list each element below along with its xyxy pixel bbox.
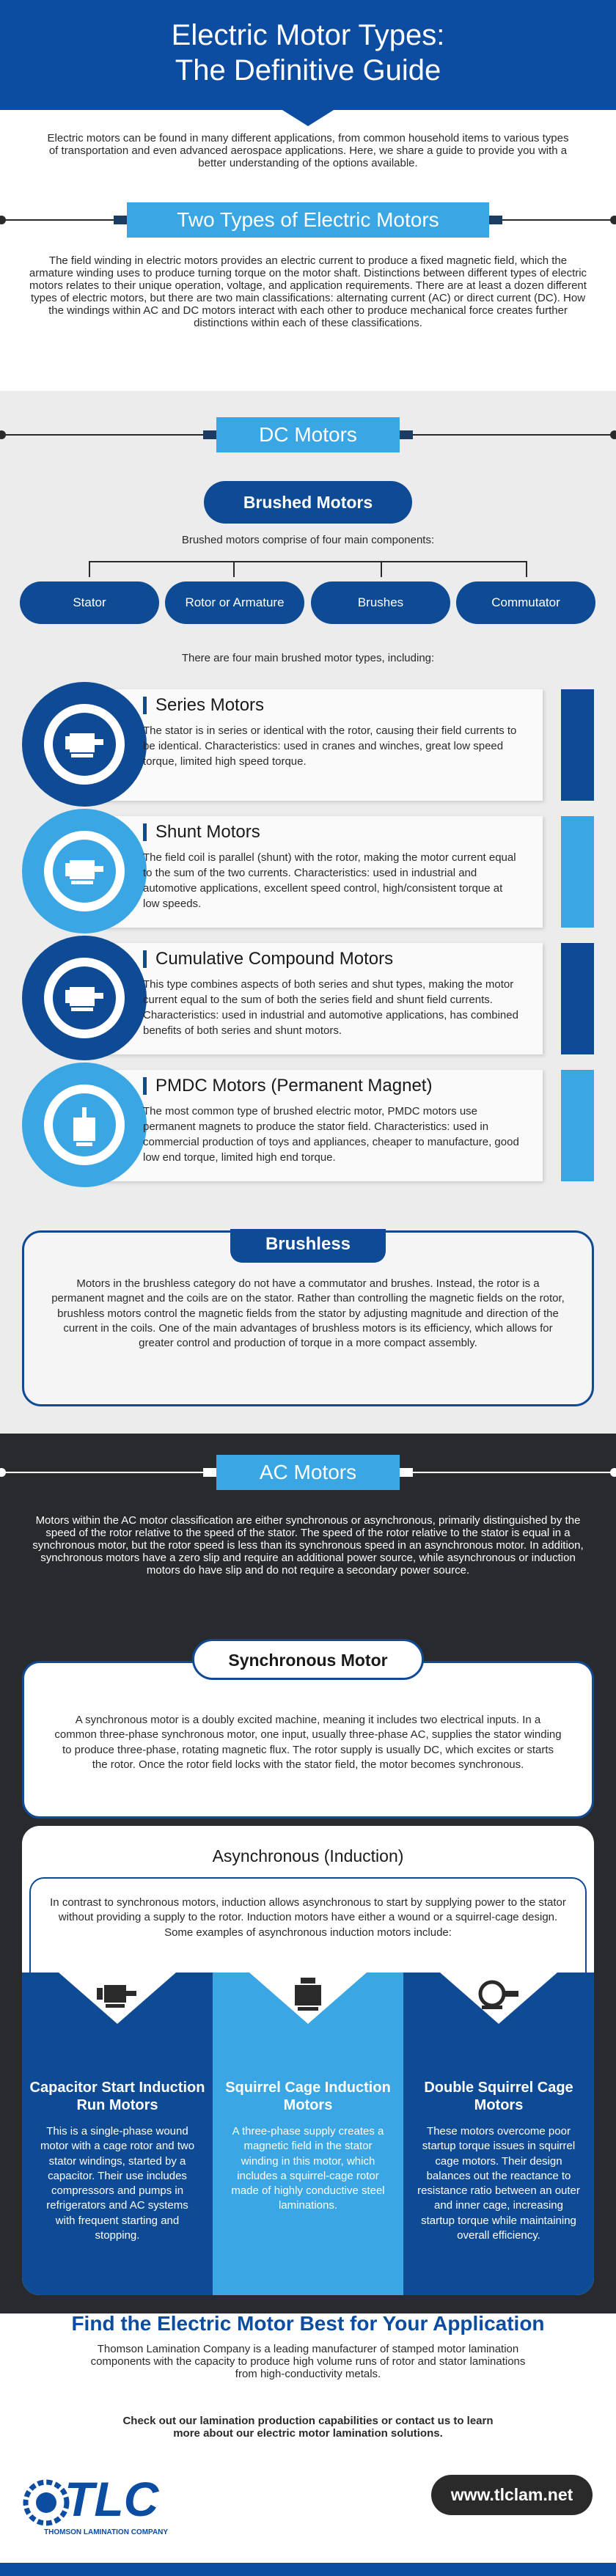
motor-description: The most common type of brushed electric motor, PMDC motors use permanent magnets to produce the stator field. Characteristics: used in commercial production of toys and appliances, cheaper to manufacture, good low end torque, limited high end torque. xyxy=(143,1105,519,1164)
dc-heading xyxy=(0,413,616,457)
tree-drop-2 xyxy=(233,561,235,577)
header-notch xyxy=(282,110,334,126)
motor-description: The stator is in series or identical with the rotor, causing their field currents to be identical. Characteristics: used in cranes and winches, great low speed torque, limited high speed torque. xyxy=(143,724,517,768)
motor-icon xyxy=(62,853,106,889)
page-title xyxy=(0,0,616,88)
brushed-intro: Brushed motors comprise of four main components: xyxy=(181,534,435,546)
tree-drop-4 xyxy=(526,561,527,577)
ac-text: Motors within the AC motor classification are either synchronous or asynchronous, primarily distinguished by the speed of the rotor relative to the speed of the stator. The speed of the rotor relative to the stator is equal in a synchronous motor, but the rotor speed is less than its synchronous speed in an asynchronous motor. In addition, synchronous motors have a zero slip and require an additional power source, while asynchronous or induction motors do have slip and do not require a secondary power source. xyxy=(32,1514,584,1577)
motor-icon xyxy=(62,980,106,1016)
motor-description: This type combines aspects of both series and shut types, making the motor current equal to the sum of both the series field and shunt field currents. Characteristics: used in industrial and automotive applications, has combined benefits of both series and shunt motors. xyxy=(143,978,518,1037)
logo-subtitle: THOMSON LAMINATION COMPANY xyxy=(44,2528,169,2536)
motor-icon xyxy=(286,1975,330,2014)
header-banner xyxy=(0,0,616,110)
motor-title: Shunt Motors xyxy=(143,823,260,841)
sync-text: A synchronous motor is a doubly excited machine, meaning it includes two electrical inputs. In a common three-phase synchronous motor, one input, usually three-phase AC, supplies the stator winding to produce three-phase, rotating magnetic flux. The rotor supply is usually DC, which excites or starts the rotor. Once the rotor field locks with the stator field, the motor becomes synchronous. xyxy=(54,1714,562,1771)
induction-card-capacitor xyxy=(22,1973,213,2295)
tlc-logo xyxy=(22,2473,220,2539)
types-intro: There are four main brushed motor types, including: xyxy=(181,652,435,664)
motor-card-shunt xyxy=(22,809,594,933)
motor-icon xyxy=(62,726,106,763)
tree-drop-1 xyxy=(89,561,90,577)
motor-icon xyxy=(66,1103,103,1147)
component-commutator: Commutator xyxy=(456,581,595,624)
dc-title: DC Motors xyxy=(216,417,400,452)
motor-description: The field coil is parallel (shunt) with the rotor, making the motor current equal to the sum of the two currents. Characteristics: used in industrial and automotive applications, excellent speed control, high/consistent torque at low speeds. xyxy=(143,851,516,910)
website-link[interactable]: www.tlclam.net xyxy=(431,2475,593,2515)
tree-connector xyxy=(89,561,527,562)
induction-card-double xyxy=(403,1973,594,2295)
logo-text: TLC xyxy=(65,2472,159,2526)
induction-title: Squirrel Cage Induction Motors xyxy=(225,2080,391,2113)
motor-title: Cumulative Compound Motors xyxy=(143,950,393,968)
ac-title: AC Motors xyxy=(216,1455,400,1490)
footer-cta: Check out our lamination production capabilities or contact us to learn more about our electric motor lamination solutions. xyxy=(122,2415,494,2440)
motor-icon xyxy=(473,1976,524,2013)
motor-card-pmdc xyxy=(22,1063,594,1187)
two-types-heading xyxy=(0,198,616,242)
induction-title: Capacitor Start Induction Run Motors xyxy=(29,2080,205,2113)
induction-description: This is a single-phase wound motor with a cage rotor and two stator windings, started by a capacitor. Their use includes compressors and pumps in refrigerators and AC systems with frequent starting and stopping. xyxy=(40,2125,195,2242)
intro-text: Electric motors can be found in many different applications, from common household items to various types of transportation and even advanced aerospace applications. Here, we share a guide to provide you with a better understanding of the options available. xyxy=(47,132,569,169)
two-types-title: Two Types of Electric Motors xyxy=(127,202,489,238)
motor-card-series xyxy=(22,682,594,807)
tree-drop-3 xyxy=(381,561,382,577)
motor-title: PMDC Motors (Permanent Magnet) xyxy=(143,1077,432,1095)
induction-title: Double Squirrel Cage Motors xyxy=(424,2080,573,2113)
component-brushes: Brushes xyxy=(311,581,450,624)
gear-icon xyxy=(22,2478,70,2527)
motor-card-compound xyxy=(22,936,594,1060)
motor-icon xyxy=(94,1976,141,2013)
induction-card-squirrel xyxy=(213,1973,403,2295)
motor-title: Series Motors xyxy=(143,697,264,714)
brushless-text: Motors in the brushless category do not have a commutator and brushes. Instead, the rotor is a permanent magnet and the coils are on the stator. Rather than controlling the magnetic fields on the rotor, brushless motors control the magnetic fields from the stator by adjusting magnitude and direction of the current in the coils. One of the main advantages of brushless motors is its efficiency, which allows for greater control and production of torque in a more compact assembly. xyxy=(51,1277,565,1349)
ac-heading xyxy=(0,1450,616,1494)
induction-description: These motors overcome poor startup torque issues in squirrel cage motors. Their design balances out the reactance to resistance ratio between an outer and inner cage, increasing startup torque while maintaining overall efficiency. xyxy=(417,2125,580,2242)
brushed-motors-pill: Brushed Motors xyxy=(204,481,412,524)
async-title: Asynchronous (Induction) xyxy=(212,1846,404,1865)
bottom-bar xyxy=(0,2563,616,2576)
induction-description: A three-phase supply creates a magnetic field in the stator winding in this motor, which includes a squirrel-cage rotor made of highly conductive steel laminations. xyxy=(231,2125,385,2212)
title-line-2: The Definitive Guide xyxy=(175,54,441,87)
two-types-text: The field winding in electric motors provides an electric current to produce a fixed magnetic field, which the armature winding uses to produce turning torque on the motor shaft. Distinctions between different types of electric motors relates to their unique operation, voltage, and application requirements. There are at least a dozen different types of electric motors, but there are two main classifications: alternating current (AC) or direct current (DC). How the windings within AC and DC motors interact with each other to produce mechanical force creates further distinctions within each of these classifications. xyxy=(29,254,587,329)
sync-title: Synchronous Motor xyxy=(192,1639,424,1680)
title-line-1: Electric Motor Types: xyxy=(171,19,445,51)
footer-text: Thomson Lamination Company is a leading manufacturer of stamped motor lamination components with the capacity to produce high volume runs of rotor and stator laminations from high-conductivity metals. xyxy=(90,2343,526,2380)
brushless-title: Brushless xyxy=(230,1229,386,1263)
component-stator: Stator xyxy=(20,581,159,624)
async-text: In contrast to synchronous motors, induction allows asynchronous to start by supplying power to the stator without providing a supply to the rotor. Induction motors have either a wound or a squirrel-cage design. Some examples of asynchronous induction motors include: xyxy=(50,1896,566,1939)
footer-title: Find the Electric Motor Best for Your Application xyxy=(71,2312,545,2335)
component-rotor: Rotor or Armature xyxy=(165,581,304,624)
sync-box xyxy=(22,1661,594,1819)
